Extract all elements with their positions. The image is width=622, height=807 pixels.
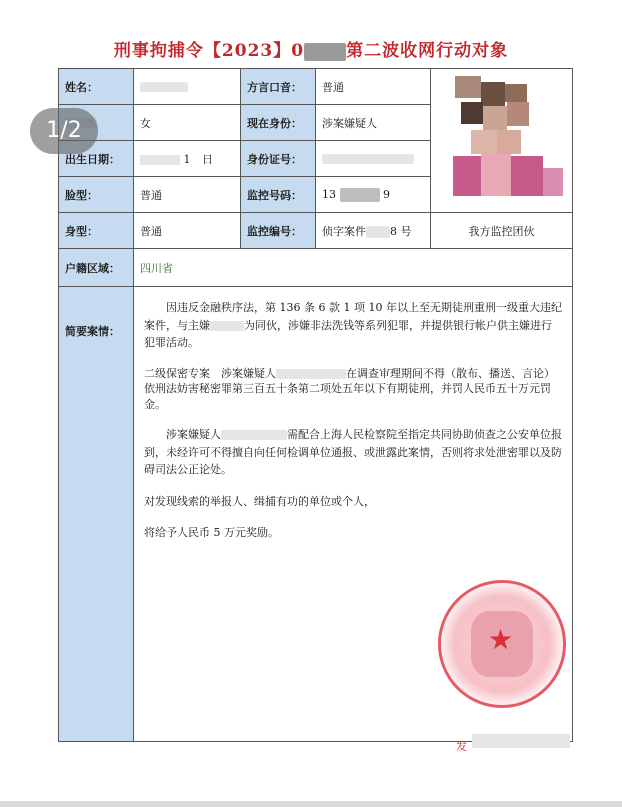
face-value: 普通 (134, 177, 241, 213)
issuer-text: 发 (456, 740, 467, 753)
case-paragraph-4: 对发现线索的举报人、缉捕有功的单位或个人， (144, 494, 375, 508)
case-label: 简要案情： (59, 287, 134, 742)
body-value: 普通 (134, 213, 241, 249)
case-paragraph-5: 将给予人民币 5 万元奖励。 (144, 526, 279, 540)
dob-value: 1 日 (134, 141, 241, 177)
redacted-block (472, 734, 570, 748)
face-label: 脸型： (59, 177, 134, 213)
suspect-photo (431, 69, 573, 213)
official-seal (438, 580, 566, 708)
title-right: 第二波收网行动对象 (346, 41, 509, 61)
warrant-title (0, 36, 622, 61)
household-value: 四川省 (134, 249, 573, 287)
page-indicator: 1/2 (30, 108, 98, 154)
status-value: 涉案嫌疑人 (316, 105, 431, 141)
monitor-number-label: 监控号码： (241, 177, 316, 213)
bottom-divider (0, 801, 622, 807)
monitor-number-value: 13 9 (316, 177, 431, 213)
seal-star-icon: ★ (488, 623, 514, 656)
accent-value: 普通 (316, 69, 431, 105)
case-paragraph-3: 涉案嫌疑人 需配合上海人民检察院至指定共同协助侦查之公安单位报到，未经许可不得擅自向任何检调单位通报、或泄露此案情，否则将求处泄密罪以及防碍司法公正论处。 (144, 427, 562, 477)
dob-label: 出生日期： (59, 141, 134, 177)
status-label: 现在身份： (241, 105, 316, 141)
monitor-code-value: 侦字案件 8 号 (316, 213, 431, 249)
case-paragraph-1: 因违反金融秩序法，第 136 条 6 款 1 项 10 年以上至无期徒刑重刑一级重大违纪案件，与主嫌 为同伙，涉嫌非法洗钱等系列犯罪，并提供银行帐户供主嫌进行犯罪活动。 (144, 301, 562, 350)
team-value: 我方监控团伙 (431, 213, 573, 249)
title-left: 刑事拘捕令【2023】0 (113, 41, 305, 61)
accent-label: 方言口音： (241, 69, 316, 105)
household-label: 户籍区域： (59, 249, 134, 287)
name-label: 姓名： (59, 69, 134, 105)
name-value (134, 69, 241, 105)
gender-value: 女 (134, 105, 241, 141)
id-label: 身份证号： (241, 141, 316, 177)
case-paragraph-2: 二级保密专案 涉案嫌疑人 在调查审理期间不得（散布、播送、言论）依刑法妨害秘密罪第三百五十条第二项处五年以下有期徒刑，并罚人民币五十万元罚金。 (144, 366, 555, 411)
redacted-block (304, 43, 346, 61)
body-label: 身型： (59, 213, 134, 249)
monitor-code-label: 监控编号： (241, 213, 316, 249)
id-value (316, 141, 431, 177)
